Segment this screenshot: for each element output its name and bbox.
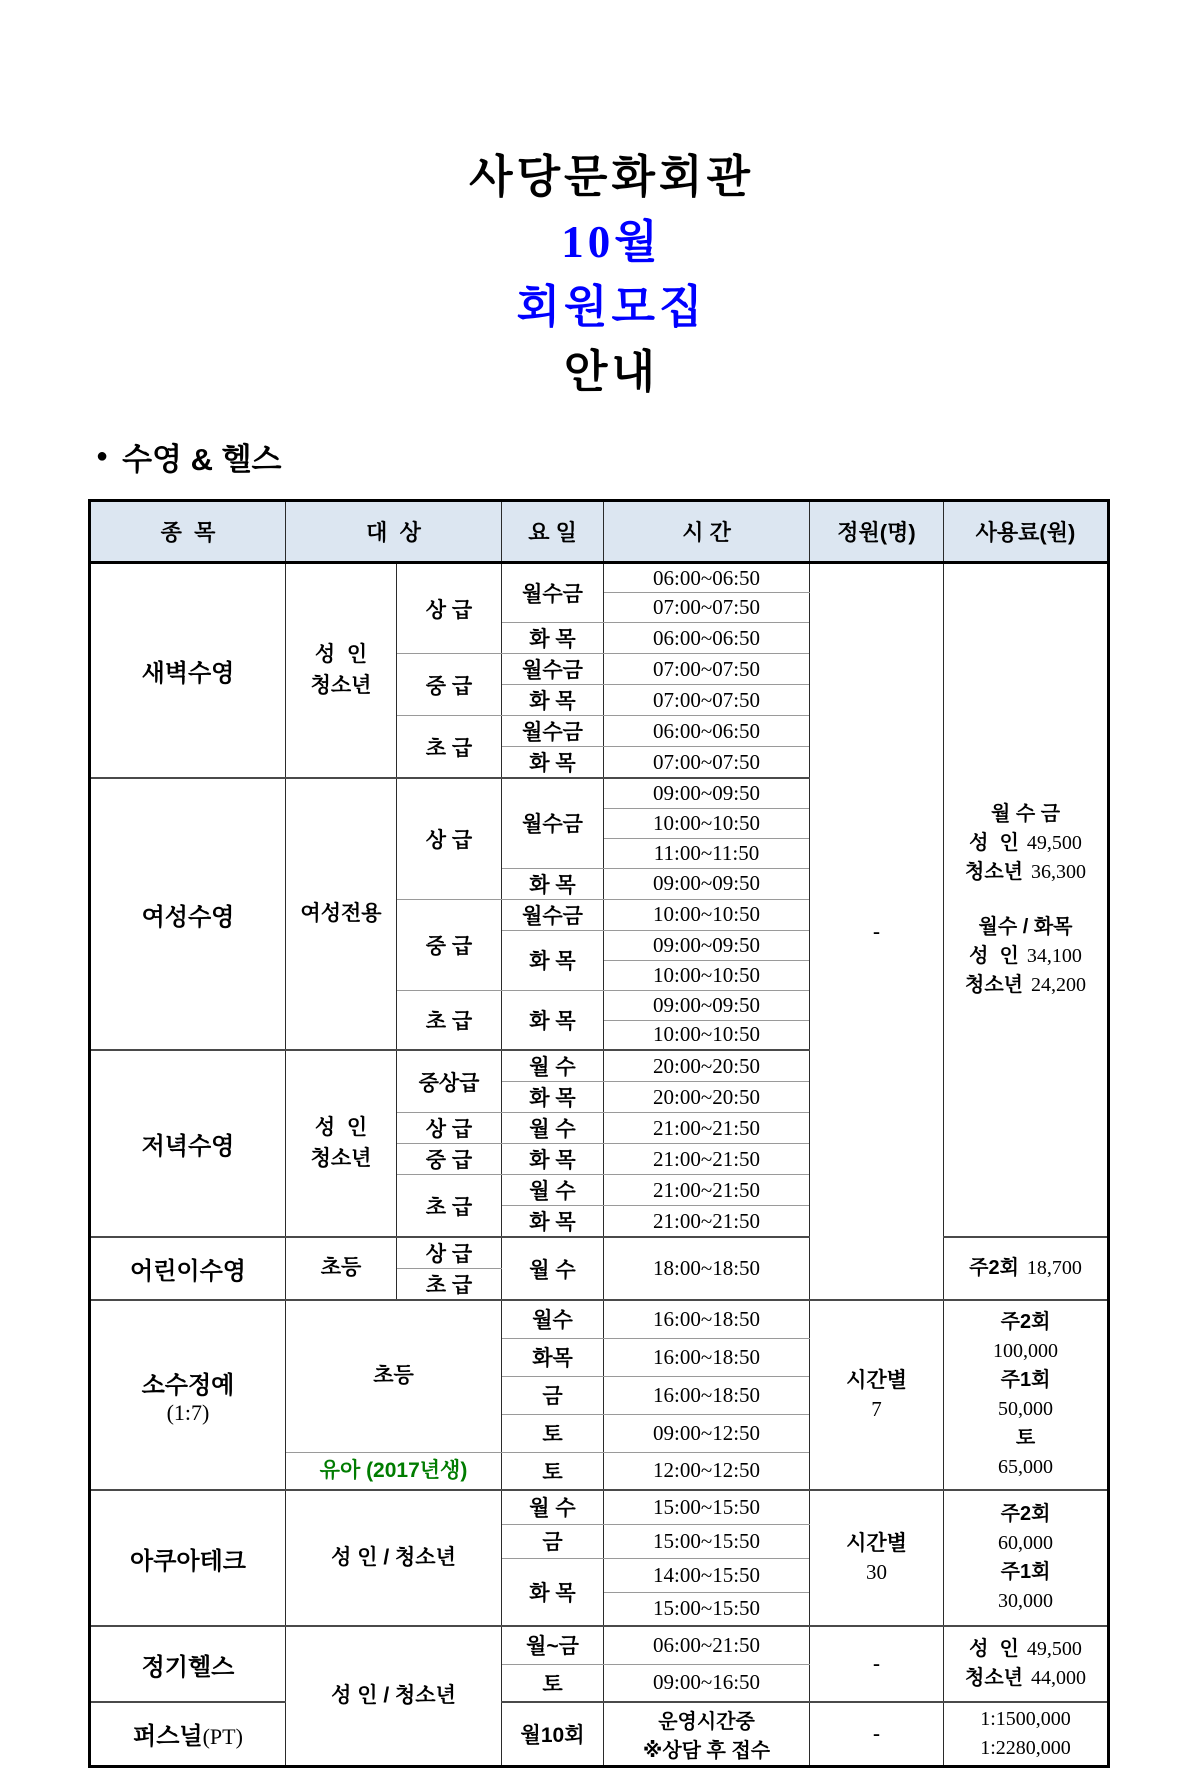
target-cell-dawn-swim: 성 인 청소년 xyxy=(286,563,397,779)
time-cell: 운영시간중 ※상담 후 접수 xyxy=(604,1702,810,1766)
level-cell: 상 급 xyxy=(397,1237,502,1269)
table-row xyxy=(90,1490,1109,1524)
capacity-cell-elite: 시간별 7 xyxy=(810,1300,944,1490)
level-cell: 중 급 xyxy=(397,654,502,716)
day-cell: 화 목 xyxy=(502,868,604,899)
capacity-cell-swim: - xyxy=(810,563,944,1301)
time-cell: 06:00~06:50 xyxy=(604,716,810,747)
time-cell: 21:00~21:50 xyxy=(604,1206,810,1238)
time-cell: 12:00~12:50 xyxy=(604,1452,810,1490)
time-cell: 10:00~10:50 xyxy=(604,960,810,990)
table-row xyxy=(90,1300,1109,1338)
day-cell: 화 목 xyxy=(502,623,604,654)
category-cell-evening-swim: 저녁수영 xyxy=(90,1050,286,1237)
time-cell: 10:00~10:50 xyxy=(604,808,810,838)
fee-cell-kids-swim: 주2회 18,700 xyxy=(944,1237,1109,1300)
title-suffix: 안내 xyxy=(564,346,659,397)
time-cell: 09:00~09:50 xyxy=(604,930,810,960)
day-cell: 화목 xyxy=(502,1338,604,1376)
day-cell: 월수금 xyxy=(502,899,604,930)
level-cell: 중상급 xyxy=(397,1050,502,1113)
day-cell: 금 xyxy=(502,1376,604,1414)
target-cell-elite: 초등 xyxy=(286,1300,502,1452)
level-cell: 중 급 xyxy=(397,1144,502,1175)
header-capacity: 정원(명) xyxy=(810,501,944,563)
table-row xyxy=(90,1702,1109,1766)
time-cell: 16:00~18:50 xyxy=(604,1300,810,1338)
day-cell: 화 목 xyxy=(502,1082,604,1113)
level-cell: 초 급 xyxy=(397,1269,502,1301)
day-cell: 화 목 xyxy=(502,747,604,779)
day-cell: 화 목 xyxy=(502,1144,604,1175)
time-cell: 21:00~21:50 xyxy=(604,1144,810,1175)
category-cell-women-swim: 여성수영 xyxy=(90,778,286,1050)
header-category: 종 목 xyxy=(90,501,286,563)
time-cell: 15:00~15:50 xyxy=(604,1524,810,1558)
section-heading-label: 수영 & 헬스 xyxy=(122,442,282,477)
time-cell: 15:00~15:50 xyxy=(604,1592,810,1626)
day-cell: 월10회 xyxy=(502,1702,604,1766)
time-cell: 20:00~20:50 xyxy=(604,1082,810,1113)
category-cell-aquatech: 아쿠아테크 xyxy=(90,1490,286,1626)
time-cell: 07:00~07:50 xyxy=(604,654,810,685)
header-time: 시 간 xyxy=(604,501,810,563)
day-cell: 토 xyxy=(502,1452,604,1490)
time-cell: 16:00~18:50 xyxy=(604,1338,810,1376)
day-cell: 토 xyxy=(502,1664,604,1702)
level-cell: 초 급 xyxy=(397,1175,502,1238)
level-cell: 상 급 xyxy=(397,1113,502,1144)
time-cell: 21:00~21:50 xyxy=(604,1175,810,1206)
time-cell: 10:00~10:50 xyxy=(604,899,810,930)
time-cell: 21:00~21:50 xyxy=(604,1113,810,1144)
day-cell: 월수금 xyxy=(502,654,604,685)
page-title xyxy=(40,88,1150,400)
time-cell: 06:00~21:50 xyxy=(604,1626,810,1664)
day-cell: 화 목 xyxy=(502,930,604,990)
level-cell: 상 급 xyxy=(397,778,502,899)
day-cell: 토 xyxy=(502,1414,604,1452)
time-cell: 07:00~07:50 xyxy=(604,593,810,623)
day-cell: 월 수 xyxy=(502,1490,604,1524)
level-cell: 중 급 xyxy=(397,899,502,990)
day-cell: 화 목 xyxy=(502,1558,604,1626)
day-cell: 화 목 xyxy=(502,990,604,1050)
fee-block-title: 월수 / 화목 xyxy=(978,916,1073,938)
target-cell-evening-swim: 성 인 청소년 xyxy=(286,1050,397,1237)
fee-block-title: 월 수 금 xyxy=(990,803,1061,825)
target-cell-kids-swim: 초등 xyxy=(286,1237,397,1300)
time-cell: 09:00~09:50 xyxy=(604,990,810,1020)
time-cell: 10:00~10:50 xyxy=(604,1020,810,1050)
title-month: 10월 xyxy=(561,217,662,267)
category-cell-pt: 퍼스널(PT) xyxy=(90,1702,286,1766)
table-row xyxy=(90,1626,1109,1664)
time-cell: 06:00~06:50 xyxy=(604,623,810,654)
time-cell: 06:00~06:50 xyxy=(604,563,810,593)
target-cell-aquatech: 성 인 / 청소년 xyxy=(286,1490,502,1626)
time-cell: 09:00~16:50 xyxy=(604,1664,810,1702)
time-cell: 18:00~18:50 xyxy=(604,1237,810,1300)
time-cell: 11:00~11:50 xyxy=(604,838,810,868)
day-cell: 화 목 xyxy=(502,1206,604,1238)
header-day: 요 일 xyxy=(502,501,604,563)
capacity-cell-pt: - xyxy=(810,1702,944,1766)
time-cell: 09:00~09:50 xyxy=(604,868,810,899)
time-cell: 07:00~07:50 xyxy=(604,747,810,779)
category-cell-elite: 소수정예 (1:7) xyxy=(90,1300,286,1490)
capacity-cell-aquatech: 시간별 30 xyxy=(810,1490,944,1626)
fee-cell-pt: 1:1500,000 1:2280,000 xyxy=(944,1702,1109,1766)
table-row xyxy=(90,563,1109,593)
time-cell: 14:00~15:50 xyxy=(604,1558,810,1592)
category-cell-dawn-swim: 새벽수영 xyxy=(90,563,286,779)
time-cell: 15:00~15:50 xyxy=(604,1490,810,1524)
target-cell-toddler: 유아 (2017년생) xyxy=(286,1452,502,1490)
day-cell: 월 수 xyxy=(502,1050,604,1082)
day-cell: 월 수 xyxy=(502,1175,604,1206)
target-cell-women-swim: 여성전용 xyxy=(286,778,397,1050)
fee-cell-gym: 성 인 49,500 청소년 44,000 xyxy=(944,1626,1109,1702)
time-cell: 07:00~07:50 xyxy=(604,685,810,716)
title-highlight: 회원모집 xyxy=(516,281,707,332)
day-cell: 금 xyxy=(502,1524,604,1558)
day-cell: 월수금 xyxy=(502,563,604,623)
level-cell: 상 급 xyxy=(397,563,502,654)
capacity-cell-gym: - xyxy=(810,1626,944,1702)
time-cell: 20:00~20:50 xyxy=(604,1050,810,1082)
bullet-icon: ● xyxy=(96,445,109,467)
day-cell: 월~금 xyxy=(502,1626,604,1664)
fee-cell-aquatech: 주2회 60,000 주1회 30,000 xyxy=(944,1490,1109,1626)
day-cell: 월 수 xyxy=(502,1113,604,1144)
target-cell-gym-pt: 성 인 / 청소년 xyxy=(286,1626,502,1766)
fee-cell-swim: 월 수 금 성 인 49,500 청소년 36,300 월수 / 화목 성 인 34,100 청소년 24,200 xyxy=(944,563,1109,1238)
category-cell-kids-swim: 어린이수영 xyxy=(90,1237,286,1300)
day-cell: 월수 xyxy=(502,1300,604,1338)
time-cell: 09:00~12:50 xyxy=(604,1414,810,1452)
day-cell: 화 목 xyxy=(502,685,604,716)
fee-cell-elite: 주2회 100,000 주1회 50,000 토 65,000 xyxy=(944,1300,1109,1490)
time-cell: 09:00~09:50 xyxy=(604,778,810,808)
day-cell: 월수금 xyxy=(502,778,604,868)
header-fee: 사용료(원) xyxy=(944,501,1109,563)
header-target: 대 상 xyxy=(286,501,502,563)
table-header-row xyxy=(90,501,1109,563)
level-cell: 초 급 xyxy=(397,716,502,779)
schedule-table xyxy=(88,499,1110,1768)
level-cell: 초 급 xyxy=(397,990,502,1050)
day-cell: 월 수 xyxy=(502,1237,604,1300)
section-heading xyxy=(96,434,1190,479)
time-cell: 16:00~18:50 xyxy=(604,1376,810,1414)
table-row xyxy=(90,1237,1109,1269)
title-prefix: 사당문화회관 xyxy=(469,151,754,202)
category-cell-gym: 정기헬스 xyxy=(90,1626,286,1702)
day-cell: 월수금 xyxy=(502,716,604,747)
